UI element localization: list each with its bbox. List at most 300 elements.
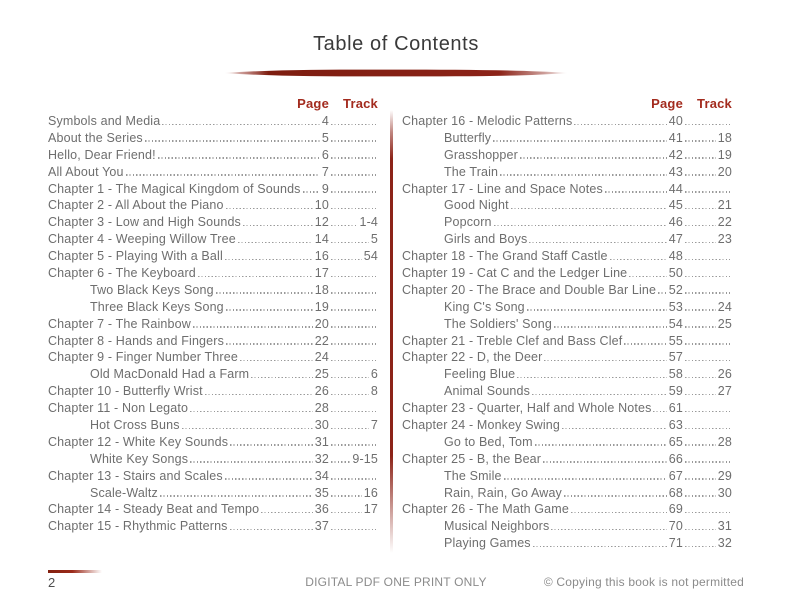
toc-entry <box>402 469 740 486</box>
toc-entry-track: 23 <box>717 232 732 247</box>
toc-entry-track: 29 <box>717 468 732 483</box>
dot-leader <box>685 394 716 396</box>
toc-entry <box>48 266 386 283</box>
dot-leader <box>517 377 666 379</box>
dot-leader <box>544 360 666 362</box>
footer-copyright: © Copying this book is not permitted <box>543 575 744 589</box>
dot-leader <box>685 326 716 328</box>
toc-entry-page: 65 <box>668 434 683 449</box>
dot-leader <box>331 478 376 480</box>
toc-entry-label: All About You <box>48 164 124 179</box>
dot-leader <box>685 461 730 463</box>
dot-leader <box>685 377 716 379</box>
toc-entry-page: 41 <box>668 130 683 145</box>
toc-entry-page: 46 <box>668 215 683 230</box>
toc-entry-page: 54 <box>668 316 683 331</box>
dot-leader <box>331 225 357 227</box>
toc-entry-page: 30 <box>314 418 329 433</box>
dot-leader <box>331 157 376 159</box>
toc-entry <box>48 148 386 165</box>
page-footer <box>48 568 744 590</box>
toc-entry-label: Hot Cross Buns <box>90 418 180 433</box>
toc-entry <box>402 215 740 232</box>
toc-entry <box>402 148 740 165</box>
toc-entry-track-zone <box>329 191 378 193</box>
toc-entry-track-zone <box>329 276 378 278</box>
toc-entry-track: 6 <box>370 367 378 382</box>
toc-entry-track-zone <box>683 435 732 449</box>
toc-entry-track-zone <box>683 411 732 413</box>
toc-entry-page: 63 <box>668 418 683 433</box>
toc-entry-track: 25 <box>717 316 732 331</box>
toc-entry-track: 9-15 <box>352 451 378 466</box>
dot-leader <box>685 495 716 497</box>
toc-entry-track-zone <box>329 367 378 381</box>
toc-entry-track: 26 <box>717 367 732 382</box>
dot-leader <box>190 461 313 463</box>
toc-entry-page: 68 <box>668 485 683 500</box>
toc-entry-page: 48 <box>668 249 683 264</box>
toc-entry-label: Musical Neighbors <box>444 519 550 534</box>
toc-entry-page: 22 <box>314 333 329 348</box>
dot-leader <box>658 292 667 294</box>
toc-entry <box>48 131 386 148</box>
toc-entry-label: Chapter 3 - Low and High Sounds <box>48 215 241 230</box>
toc-entry-page: 50 <box>668 266 683 281</box>
dot-leader <box>331 512 362 514</box>
toc-entry <box>48 367 386 384</box>
dot-leader <box>685 259 730 261</box>
toc-entry-label: The Smile <box>444 468 502 483</box>
toc-entry-track: 1-4 <box>359 215 378 230</box>
toc-entry-label: Popcorn <box>444 215 492 230</box>
toc-entry-label: Feeling Blue <box>444 367 516 382</box>
toc-entry-track: 8 <box>370 384 378 399</box>
toc-entry-page: 6 <box>321 147 329 162</box>
toc-entry-track: 31 <box>717 519 732 534</box>
dot-leader <box>610 259 667 261</box>
toc-entry-track-zone <box>329 343 378 345</box>
toc-entry-page: 16 <box>314 249 329 264</box>
dot-leader <box>685 292 730 294</box>
page-title: Table of Contents <box>313 33 479 55</box>
dot-leader <box>624 343 666 345</box>
dot-leader <box>230 529 313 531</box>
toc-entry-label: Chapter 16 - Melodic Patterns <box>402 114 573 128</box>
dot-leader <box>198 276 313 278</box>
toc-entry-track-zone <box>329 486 378 500</box>
toc-entry-track-zone <box>683 384 732 398</box>
dot-leader <box>685 309 716 311</box>
dot-leader <box>331 360 376 362</box>
toc-entry-label: Three Black Keys Song <box>90 299 224 314</box>
dot-leader <box>331 276 376 278</box>
toc-entry-page: 69 <box>668 502 683 517</box>
toc-entry <box>48 283 386 300</box>
dot-leader <box>331 140 376 142</box>
dot-leader <box>226 309 313 311</box>
toc-entry-label: Chapter 23 - Quarter, Half and Whole Notes <box>402 401 652 416</box>
dot-leader <box>216 292 313 294</box>
dot-leader <box>533 546 667 548</box>
column-header-row <box>48 96 386 113</box>
toc-entry-page: 26 <box>314 384 329 399</box>
toc-column-left <box>48 96 386 553</box>
dot-leader <box>331 124 376 126</box>
dot-leader <box>126 174 320 176</box>
toc-entry-label: Chapter 12 - White Key Sounds <box>48 434 229 449</box>
track-header-zone <box>683 96 732 111</box>
toc-entry <box>48 350 386 367</box>
toc-entry-track-zone <box>683 512 732 514</box>
toc-entry <box>402 367 740 384</box>
toc-entry-page: 18 <box>314 282 329 297</box>
toc-entry-label: Butterfly <box>444 130 492 145</box>
toc-entry-track: 22 <box>717 215 732 230</box>
toc-entry <box>48 249 386 266</box>
dot-leader <box>190 411 313 413</box>
toc-entry-track-zone <box>683 292 732 294</box>
dot-leader <box>238 242 313 244</box>
toc-entry-track: 54 <box>363 249 378 264</box>
dot-leader <box>331 428 369 430</box>
toc-entry-label: Chapter 21 - Treble Clef and Bass Clef <box>402 333 623 348</box>
page-column-header: Page <box>297 96 329 111</box>
toc-entry-track-zone <box>683 428 732 430</box>
dot-leader <box>685 411 730 413</box>
toc-entry-label: Chapter 6 - The Keyboard <box>48 266 196 281</box>
toc-entry-label: About the Series <box>48 130 143 145</box>
toc-entry-label: White Key Songs <box>90 451 189 466</box>
toc-entry <box>402 536 740 553</box>
dot-leader <box>193 326 313 328</box>
toc-entry-track: 32 <box>717 536 732 551</box>
toc-entry-track: 7 <box>370 418 378 433</box>
toc-entry <box>402 232 740 249</box>
dot-leader <box>685 140 716 142</box>
toc-entry <box>48 435 386 452</box>
toc-entry-track-zone <box>683 536 732 550</box>
toc-entry-page: 71 <box>668 536 683 551</box>
toc-entry-page: 14 <box>314 232 329 247</box>
dot-leader <box>532 394 667 396</box>
toc-entry <box>48 165 386 182</box>
toc-entry-page: 58 <box>668 367 683 382</box>
dot-leader <box>529 242 666 244</box>
toc-entry-label: Chapter 8 - Hands and Fingers <box>48 333 224 348</box>
track-column-header: Track <box>697 96 732 111</box>
footer-accent-bar <box>48 570 102 573</box>
dot-leader <box>527 309 667 311</box>
dot-leader <box>685 360 730 362</box>
toc-entry-page: 70 <box>668 519 683 534</box>
dot-leader <box>331 191 376 193</box>
toc-entry-track-zone <box>329 418 378 432</box>
toc-entry-page: 42 <box>668 147 683 162</box>
toc-entry-track-zone <box>329 360 378 362</box>
toc-entry-track-zone <box>683 360 732 362</box>
dot-leader <box>331 292 376 294</box>
dot-leader <box>685 242 716 244</box>
toc-entry-track-zone <box>329 309 378 311</box>
toc-entry-label: Playing Games <box>444 536 531 551</box>
toc-entry-label: Chapter 4 - Weeping Willow Tree <box>48 232 236 247</box>
toc-entry <box>402 452 740 469</box>
dot-leader <box>240 360 313 362</box>
toc-entry-label: Chapter 26 - The Math Game <box>402 502 569 517</box>
toc-entry <box>402 317 740 334</box>
dot-leader <box>331 411 376 413</box>
toc-entry-page: 17 <box>314 266 329 281</box>
toc-entry-label: Chapter 18 - The Grand Staff Castle <box>402 249 608 264</box>
toc-entry <box>402 435 740 452</box>
dot-leader <box>226 208 313 210</box>
title-underline <box>0 65 792 75</box>
toc-entry-page: 9 <box>321 181 329 196</box>
dot-leader <box>225 478 313 480</box>
dot-leader <box>685 478 716 480</box>
dot-leader <box>520 157 667 159</box>
toc-entry-label: Good Night <box>444 198 509 213</box>
toc-entry-label: Old MacDonald Had a Farm <box>90 367 250 382</box>
toc-entry <box>402 131 740 148</box>
toc-entry-track-zone <box>683 198 732 212</box>
toc-entry-track-zone <box>329 124 378 126</box>
toc-entry-track-zone <box>329 529 378 531</box>
dot-leader <box>205 394 313 396</box>
dot-leader <box>551 529 666 531</box>
toc-entry <box>402 334 740 351</box>
toc-entry-track-zone <box>683 148 732 162</box>
toc-entry-page: 25 <box>314 367 329 382</box>
dot-leader <box>685 444 716 446</box>
toc-entry-track: 16 <box>363 485 378 500</box>
toc-entry-track: 28 <box>717 434 732 449</box>
toc-entry-label: Animal Sounds <box>444 384 531 399</box>
toc-entry-track-zone <box>683 469 732 483</box>
toc-entry-page: 24 <box>314 350 329 365</box>
toc-entry-track-zone <box>683 215 732 229</box>
toc-entry-label: The Soldiers' Song <box>444 316 552 331</box>
toc-entry-label: Girls and Boys <box>444 232 528 247</box>
dot-leader <box>230 444 313 446</box>
toc-entry-label: Chapter 7 - The Rainbow <box>48 316 191 331</box>
dot-leader <box>331 326 376 328</box>
toc-entry-track-zone <box>683 276 732 278</box>
dot-leader <box>511 208 667 210</box>
toc-entry-page: 20 <box>314 316 329 331</box>
toc-entry <box>48 300 386 317</box>
dot-leader <box>685 343 730 345</box>
toc-entry-label: Chapter 19 - Cat C and the Ledger Line <box>402 266 628 281</box>
toc-entry-label: Chapter 5 - Playing With a Ball <box>48 249 223 264</box>
toc-entry-label: Chapter 9 - Finger Number Three <box>48 350 238 365</box>
toc-entry <box>48 486 386 503</box>
dot-leader <box>226 343 313 345</box>
toc-entry-track: 5 <box>370 232 378 247</box>
toc-entry-track: 17 <box>363 502 378 517</box>
toc-entry-label: Chapter 13 - Stairs and Scales <box>48 468 223 483</box>
toc-entry-track-zone <box>683 259 732 261</box>
toc-entry-track: 18 <box>717 130 732 145</box>
toc-entry <box>402 283 740 300</box>
toc-entry-page: 43 <box>668 164 683 179</box>
toc-entry-page: 61 <box>668 401 683 416</box>
dot-leader <box>629 276 666 278</box>
footer-page-number: 2 <box>48 575 56 590</box>
toc-entry-label: Chapter 2 - All About the Piano <box>48 198 224 213</box>
toc-entry-page: 36 <box>314 502 329 517</box>
dot-leader <box>331 174 376 176</box>
dot-leader <box>331 529 376 531</box>
toc-entry-page: 45 <box>668 198 683 213</box>
toc-entry <box>402 401 740 418</box>
toc-entry-label: Chapter 15 - Rhythmic Patterns <box>48 519 228 534</box>
toc-entry-track-zone <box>329 249 378 263</box>
toc-entry-page: 55 <box>668 333 683 348</box>
toc-entry-page: 4 <box>321 114 329 128</box>
toc-entry-track-zone <box>329 444 378 446</box>
toc-entry-page: 10 <box>314 198 329 213</box>
dot-leader <box>493 140 667 142</box>
toc-entry-track-zone <box>683 124 732 126</box>
toc-entry-track-zone <box>683 486 732 500</box>
toc-entry <box>48 317 386 334</box>
toc-entry <box>48 182 386 199</box>
dot-leader <box>571 512 667 514</box>
toc-entry <box>402 165 740 182</box>
toc-entry-page: 59 <box>668 384 683 399</box>
toc-entry-track: 24 <box>717 299 732 314</box>
toc-columns <box>0 75 792 553</box>
dot-leader <box>562 428 667 430</box>
toc-entry-label: Chapter 24 - Monkey Swing <box>402 418 560 433</box>
dot-leader <box>685 174 716 176</box>
toc-entry-track-zone <box>329 157 378 159</box>
dot-leader <box>331 444 376 446</box>
toc-entry-label: Scale-Waltz <box>90 485 158 500</box>
toc-entry <box>48 401 386 418</box>
dot-leader <box>504 478 667 480</box>
toc-entry <box>48 232 386 249</box>
toc-entry-track-zone <box>683 300 732 314</box>
dot-leader <box>554 326 667 328</box>
toc-entry <box>48 519 386 536</box>
toc-entry-page: 19 <box>314 299 329 314</box>
toc-entry-label: The Train <box>444 164 499 179</box>
dot-leader <box>182 428 313 430</box>
toc-entry-label: Chapter 11 - Non Legato <box>48 401 189 416</box>
toc-entry-page: 53 <box>668 299 683 314</box>
toc-entry <box>402 486 740 503</box>
toc-entry-page: 34 <box>314 468 329 483</box>
dot-leader <box>261 512 313 514</box>
toc-entry-page: 44 <box>668 181 683 196</box>
track-column-header: Track <box>343 96 378 111</box>
page-column-header: Page <box>651 96 683 111</box>
toc-entry <box>48 502 386 519</box>
dot-leader <box>535 444 667 446</box>
toc-entry-track-zone <box>329 502 378 516</box>
toc-entry-label: Go to Bed, Tom <box>444 434 533 449</box>
toc-entry-track-zone <box>329 478 378 480</box>
toc-entry-label: Chapter 17 - Line and Space Notes <box>402 181 603 196</box>
dot-leader <box>653 411 666 413</box>
toc-entry-label: King C's Song <box>444 299 525 314</box>
dot-leader <box>331 394 369 396</box>
footer-page-number-block <box>48 570 102 590</box>
toc-entry-label: Chapter 20 - The Brace and Double Bar Line <box>402 282 657 297</box>
dot-leader <box>331 343 376 345</box>
toc-entry-label: Chapter 14 - Steady Beat and Tempo <box>48 502 260 517</box>
toc-entry-track-zone <box>683 461 732 463</box>
footer-center-text: DIGITAL PDF ONE PRINT ONLY <box>305 575 487 589</box>
toc-entry-label: Rain, Rain, Go Away <box>444 485 562 500</box>
toc-entry <box>48 334 386 351</box>
toc-entry <box>402 182 740 199</box>
toc-entry-page: 7 <box>321 164 329 179</box>
dot-leader <box>685 276 730 278</box>
toc-entry-track-zone <box>329 208 378 210</box>
toc-entry-track-zone <box>683 519 732 533</box>
toc-entry-label: Two Black Keys Song <box>90 282 214 297</box>
dot-leader <box>685 225 716 227</box>
toc-entry <box>402 384 740 401</box>
dot-leader <box>158 157 320 159</box>
toc-entry-track: 20 <box>717 164 732 179</box>
toc-entry-track-zone <box>683 191 732 193</box>
toc-entry-page: 32 <box>314 451 329 466</box>
toc-entry-page: 35 <box>314 485 329 500</box>
dot-leader <box>564 495 667 497</box>
toc-entry-track: 19 <box>717 147 732 162</box>
toc-entry-label: Chapter 22 - D, the Deer <box>402 350 543 365</box>
toc-entry-page: 12 <box>314 215 329 230</box>
toc-entry-track-zone <box>683 131 732 145</box>
toc-entry-track-zone <box>683 367 732 381</box>
dot-leader <box>243 225 313 227</box>
toc-entry-track-zone <box>329 232 378 246</box>
toc-entry <box>48 215 386 232</box>
dot-leader <box>303 191 320 193</box>
toc-entry-page: 5 <box>321 130 329 145</box>
toc-entry <box>48 418 386 435</box>
toc-entry <box>402 114 740 131</box>
toc-entry-track: 21 <box>717 198 732 213</box>
toc-entry <box>48 469 386 486</box>
dot-leader <box>225 259 313 261</box>
toc-column-right <box>402 96 740 553</box>
toc-entry-label: Chapter 25 - B, the Bear <box>402 451 542 466</box>
dot-leader <box>500 174 667 176</box>
toc-entry-label: Hello, Dear Friend! <box>48 147 156 162</box>
toc-entry-track-zone <box>329 140 378 142</box>
dot-leader <box>331 259 362 261</box>
dot-leader <box>543 461 667 463</box>
dot-leader <box>145 140 320 142</box>
toc-entry <box>402 198 740 215</box>
toc-entry-label: Chapter 10 - Butterfly Wrist <box>48 384 203 399</box>
toc-entry <box>48 384 386 401</box>
toc-entry-page: 66 <box>668 451 683 466</box>
dot-leader <box>331 309 376 311</box>
dot-leader <box>685 428 730 430</box>
track-header-zone <box>329 96 378 111</box>
toc-entry-page: 47 <box>668 232 683 247</box>
dot-leader <box>331 461 350 463</box>
dot-leader <box>331 242 369 244</box>
toc-entry <box>402 418 740 435</box>
